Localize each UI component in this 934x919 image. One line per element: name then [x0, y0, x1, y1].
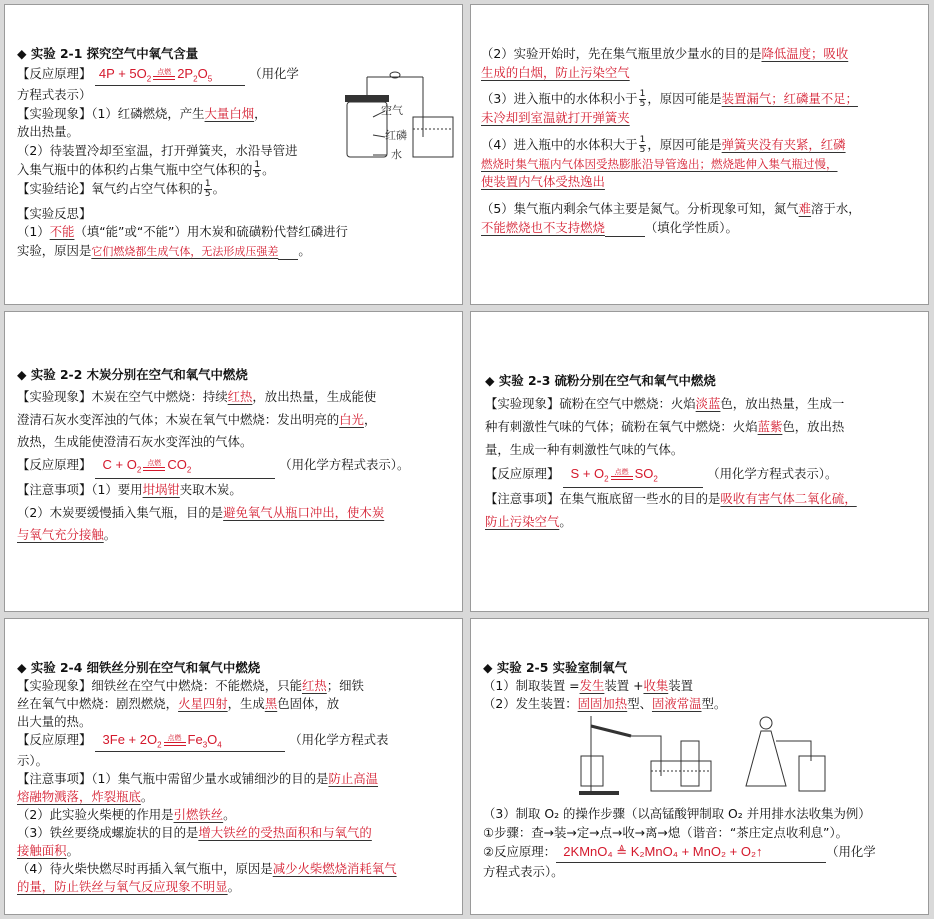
- svg-text:红磷: 红磷: [385, 129, 407, 142]
- answer: 大量白烟: [204, 105, 255, 121]
- slide-experiment-2-1: ◆ 实验 2-1 探究空气中氧气含量 【反应原理】 $4P + 5O_2$ 点燃 $2P_2O_5$ （用化学 方程式表示） 【实验现象】（1）红磷燃烧，产生大量白烟， 放出热量。 （2）待装置冷却至室温，打开弹簧夹，水沿导管进 入集气瓶中的体积约占集气瓶中空气体积的 $\frac{1}{5}$ 。 【实验结论】氧气约占空气体积的 $\frac{1}{5}$ 。 【实验反思】 （1）不能（填“能”或“不能”）用木炭和硫磺粉代替红磷进行 实验，原因是它们燃烧都生成气体，无法形成压强差 。 空气 红磷 水: [4, 4, 463, 305]
- phenomenon-label: 【实验现象】: [17, 105, 92, 121]
- svg-text:空气: 空气: [381, 104, 403, 117]
- svg-text:水: 水: [391, 148, 402, 161]
- apparatus-diagram: [343, 67, 463, 162]
- apparatus-diagram: [571, 711, 831, 801]
- slide-experiment-2-4: ◆ 实验 2-4 细铁丝分别在空气和氧气中燃烧 【实验现象】细铁丝在空气中燃烧：不能燃烧，只能红热；细铁 丝在氧气中燃烧：剧烈燃烧，火星四射，生成黑色固体，放 出大量的热。 【反应原理】 $3Fe + 2O_2$ 点燃 $Fe_3O_4$ （用化学方程式表 示）。 【注意事项】（1）集气瓶中需留少量水或铺细沙的目的是防止高温 熔融物溅落，炸裂瓶底。 （2）此实验火柴梗的作用是引燃铁丝。 （3）铁丝要绕成螺旋状的目的是增大铁丝的受热面积和与氧气的 接触面积。 （4）待火柴快燃尽时再插入氧气瓶中，原因是减少火柴燃烧消耗氧气 的量，防止铁丝与氧气反应现象不明显。: [4, 618, 463, 915]
- slide-experiment-2-2: ◆ 实验 2-2 木炭分别在空气和氧气中燃烧 【实验现象】木炭在空气中燃烧：持续红热，放出热量，生成能使 澄清石灰水变浑浊的气体；木炭在氧气中燃烧：发出明亮的白光， 放热，生成能使澄清石灰水变浑浊的气体。 【反应原理】 $C + O_2$ 点燃 $CO_2$ （用化学方程式表示）。 【注意事项】（1）要用坩埚钳夹取木炭。 （2）木炭要缓慢插入集气瓶，目的是避免氧气从瓶口冲出，使木炭 与氧气充分接触。: [4, 311, 463, 612]
- slide-experiment-2-1-continued: （2）实验开始时，先在集气瓶里放少量水的目的是降低温度；吸收 生成的白烟，防止污染空气 （3）进入瓶中的水体积小于 $\frac{1}{5}$ ，原因可能是装置漏气；红磷量不足； 未冷却到室温就打开弹簧夹 （4）进入瓶中的水体积大于 $\frac{1}{5}$ ，原因可能是弹簧夹没有夹紧，红磷 燃烧时集气瓶内气体因受热膨胀沿导管逸出；燃烧匙伸入集气瓶过慢， 使装置内气体受热逸出 （5）集气瓶内剩余气体主要是氮气。分析现象可知，氮气难溶于水， 不能燃烧也不支持燃烧 （填化学性质）。: [470, 4, 929, 305]
- slide-experiment-2-5: ◆ 实验 2-5 实验室制氧气 （1）制取装置 =发生装置 +收集装置 （2）发生装置：固固加热型、固液常温型。 （3）制取 O₂ 的操作步骤（以高锰酸钾制取 O₂ 并用排水法收集为例） ①步骤：查→装→定→点→收→离→熄（谐音：“茶庄定点收利息”）。 ②反应原理： 2KMnO₄ ≜ K₂MnO₄ + MnO₂ + O₂↑ （用化学 方程式表示）。: [470, 618, 929, 915]
- principle-label: 【反应原理】: [17, 65, 92, 81]
- title: ◆ 实验 2-1 探究空气中氧气含量: [17, 46, 199, 61]
- equation: $4P + 5O_2$ 点燃 $2P_2O_5$: [95, 64, 245, 87]
- fraction: $\frac{1}{5}$: [254, 159, 261, 180]
- slide-experiment-2-3: ◆ 实验 2-3 硫粉分别在空气和氧气中燃烧 【实验现象】硫粉在空气中燃烧：火焰淡蓝色，放出热量，生成一 种有刺激性气味的气体；硫粉在氧气中燃烧：火焰蓝紫色，放出热 量，生成一种有刺激性气味的气体。 【反应原理】 $S + O_2$ 点燃 $SO_2$ （用化学方程式表示）。 【注意事项】在集气瓶底留一些水的目的是吸收有害气体二氧化硫， 防止污染空气。: [470, 311, 929, 612]
